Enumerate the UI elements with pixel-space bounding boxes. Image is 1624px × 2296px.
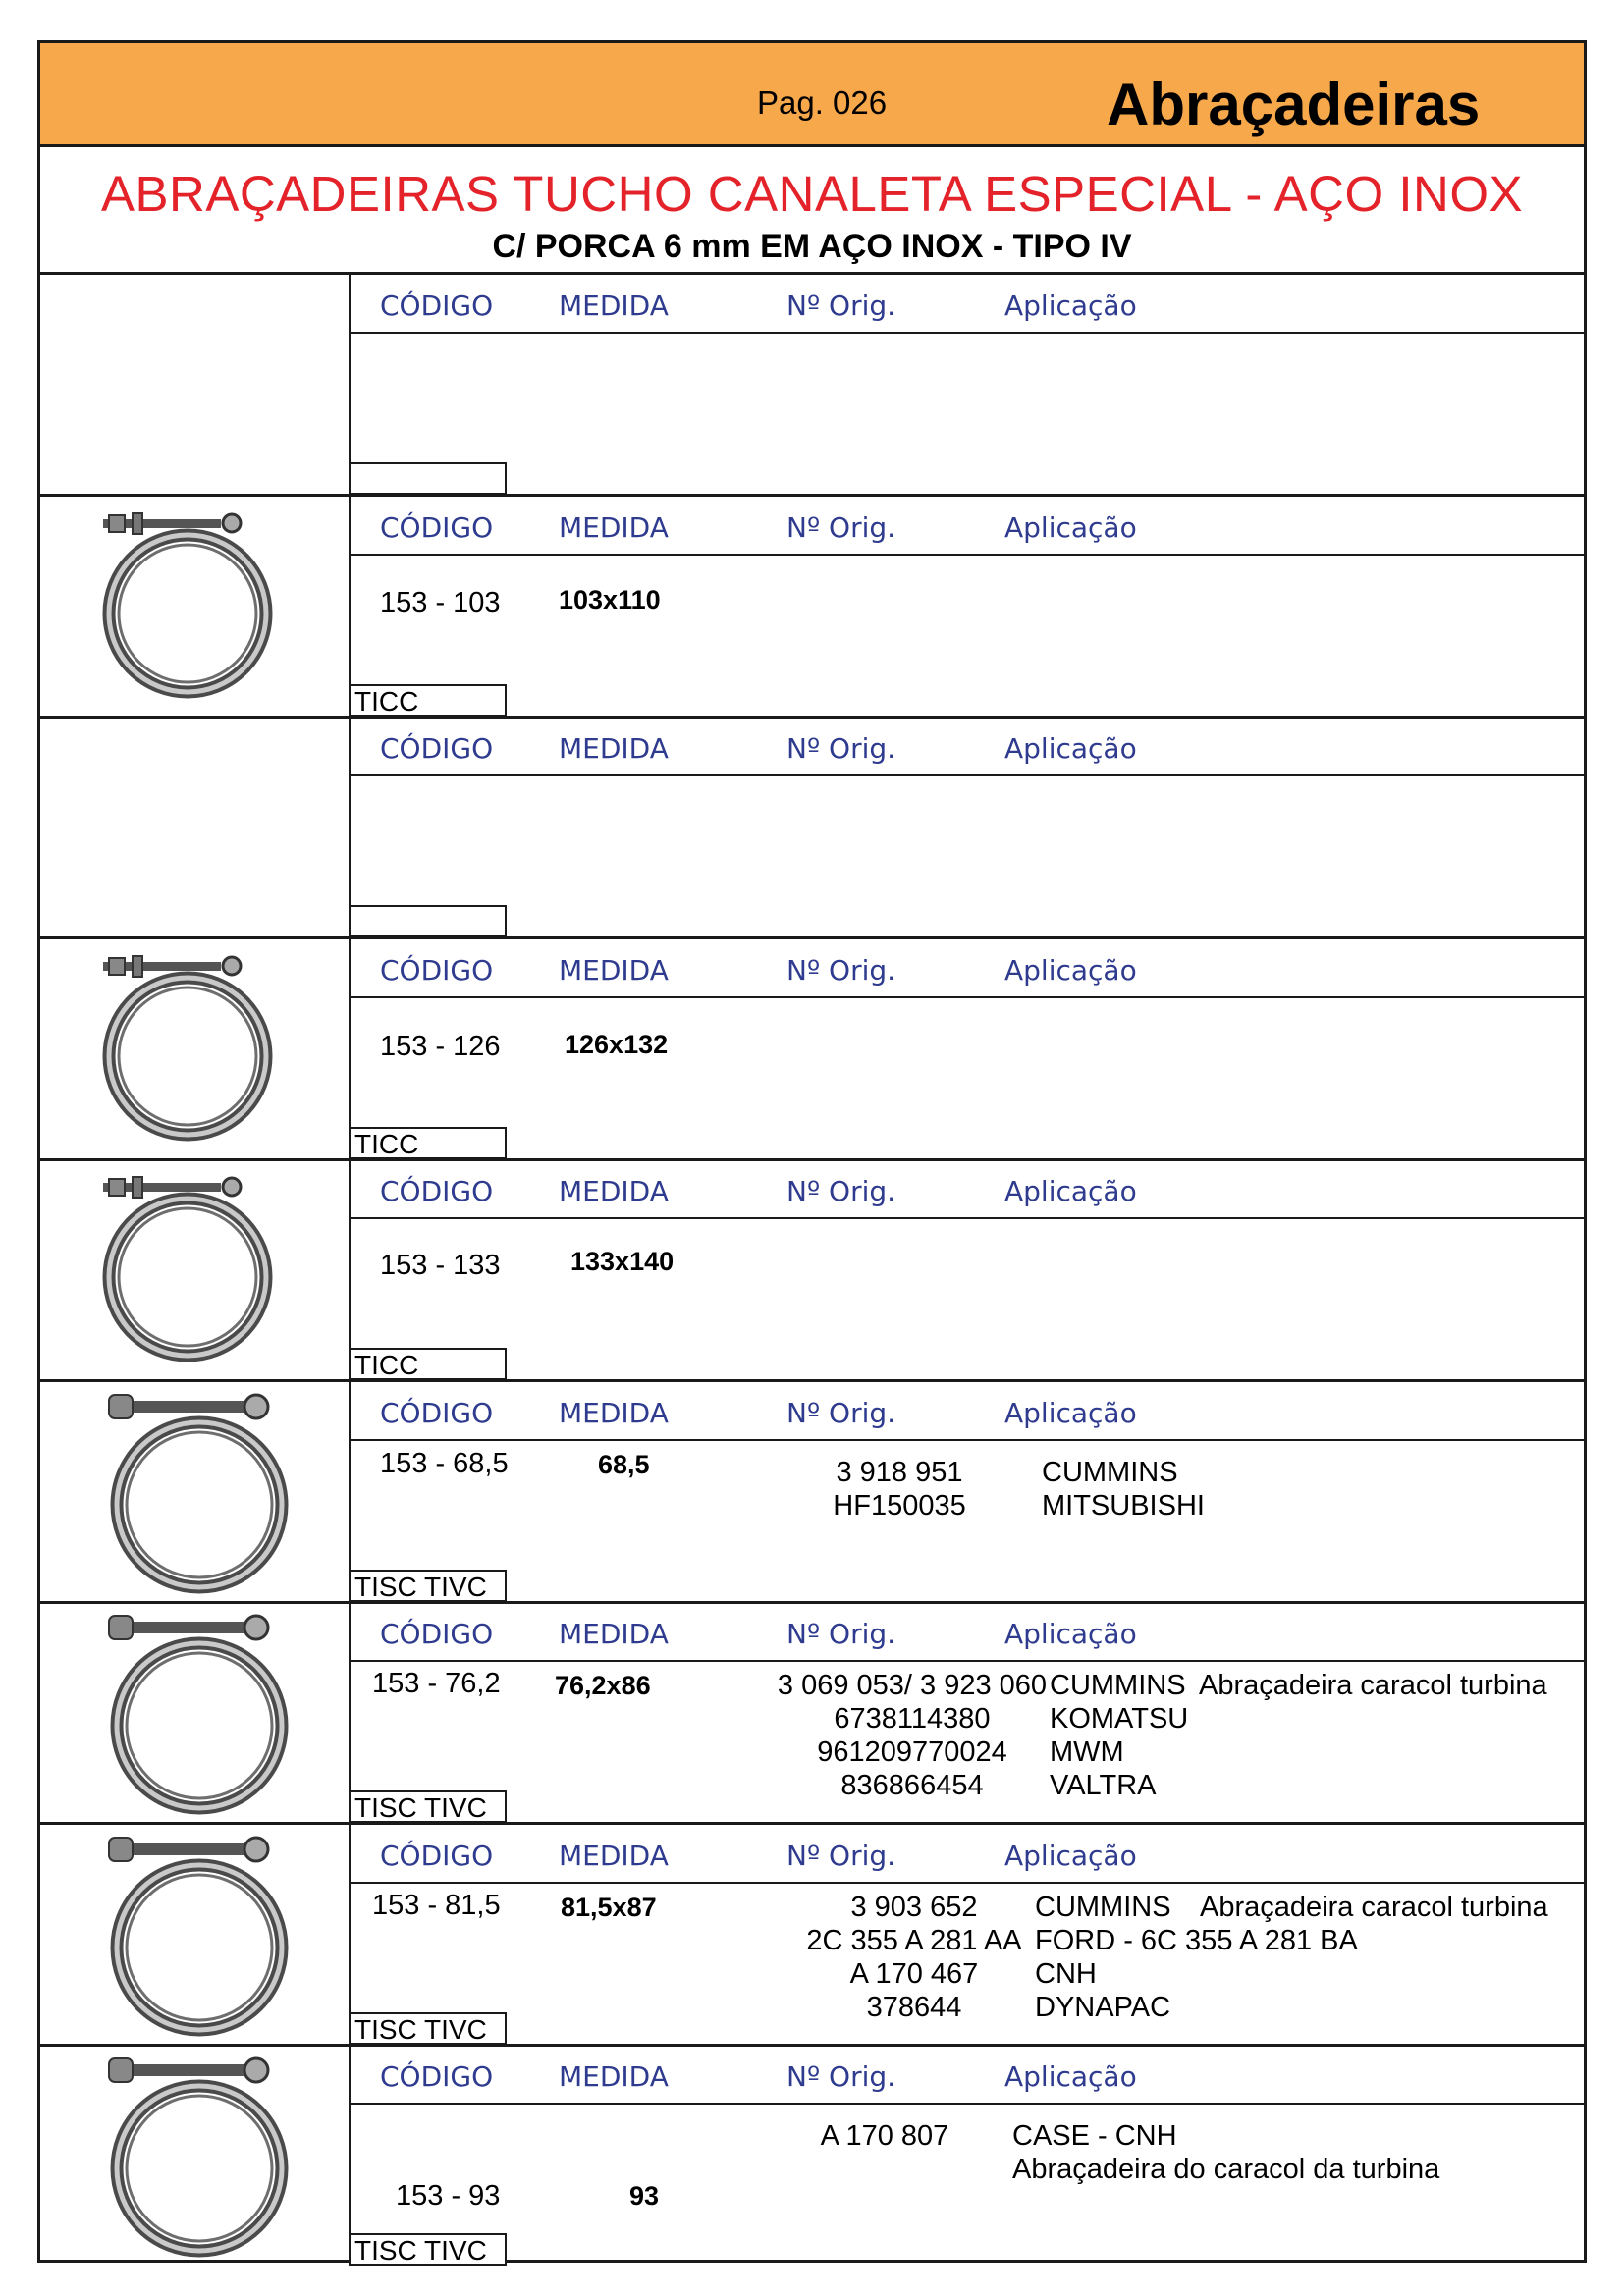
column-header-app: Aplicação bbox=[1004, 732, 1137, 765]
column-header-code: CÓDIGO bbox=[380, 1175, 494, 1207]
column-header-app: Aplicação bbox=[1004, 1175, 1137, 1207]
clamp-large-icon bbox=[89, 2053, 305, 2259]
header-underline bbox=[349, 554, 1584, 556]
column-header-app: Aplicação bbox=[1004, 510, 1137, 544]
type-code-box: TICC bbox=[349, 684, 507, 717]
application-item: CUMMINS bbox=[1042, 1456, 1178, 1488]
column-header-app: Aplicação bbox=[1004, 2060, 1137, 2093]
product-code: 153 - 103 bbox=[380, 586, 501, 618]
type-code-box: TISC TIVC bbox=[349, 1790, 507, 1823]
application-item: VALTRA bbox=[1050, 1770, 1157, 1801]
column-header-app: Aplicação bbox=[1004, 1396, 1137, 1429]
product-image bbox=[40, 1824, 349, 2045]
column-header-orig: Nº Orig. bbox=[786, 1839, 896, 1872]
application-item: MWM bbox=[1050, 1736, 1124, 1768]
original-number: 2C 355 A 281 AA bbox=[806, 1924, 1022, 1956]
column-header-orig: Nº Orig. bbox=[786, 1175, 896, 1207]
application-item: FORD - 6C 355 A 281 BA bbox=[1035, 1924, 1358, 1956]
product-row bbox=[40, 496, 1584, 717]
product-row bbox=[40, 2045, 1584, 2266]
original-number: A 170 467 bbox=[849, 1957, 979, 1990]
application-note: Abraçadeira caracol turbina bbox=[1199, 1670, 1547, 1701]
application-item: CASE - CNH bbox=[1012, 2120, 1177, 2152]
column-header-code: CÓDIGO bbox=[380, 1618, 494, 1650]
original-numbers bbox=[757, 1891, 1071, 2024]
column-header-code: CÓDIGO bbox=[380, 290, 494, 322]
header-underline bbox=[349, 1217, 1584, 1219]
product-size: 81,5x87 bbox=[561, 1892, 657, 1922]
type-code-box: TICC bbox=[349, 1348, 507, 1380]
column-header-app: Aplicação bbox=[1004, 1618, 1137, 1650]
header-underline bbox=[349, 774, 1584, 776]
original-number: 3 918 951 bbox=[836, 1456, 963, 1488]
column-header-orig: Nº Orig. bbox=[786, 1618, 896, 1650]
column-header-app: Aplicação bbox=[1004, 953, 1137, 987]
clamp-large-icon bbox=[89, 1610, 305, 1816]
application-item: MITSUBISHI bbox=[1042, 1489, 1205, 1522]
page-header bbox=[40, 43, 1584, 147]
column-header-app: Aplicação bbox=[1004, 290, 1137, 322]
product-image bbox=[40, 717, 349, 937]
original-number: 3 903 652 bbox=[850, 1891, 978, 1923]
product-code: 153 - 126 bbox=[380, 1030, 501, 1062]
original-number: 836866454 bbox=[840, 1770, 984, 1801]
column-header-orig: Nº Orig. bbox=[786, 953, 896, 987]
column-header-size: MEDIDA bbox=[559, 953, 669, 987]
clamp-small-icon bbox=[89, 946, 305, 1152]
product-size: 133x140 bbox=[570, 1247, 675, 1276]
original-number: 3 069 053/ 3 923 060 bbox=[777, 1670, 1048, 1701]
original-number: 378644 bbox=[866, 1991, 962, 2023]
clamp-small-icon bbox=[89, 1167, 305, 1373]
clamp-large-icon bbox=[89, 1832, 305, 2038]
column-header-size: MEDIDA bbox=[559, 732, 669, 765]
column-header-size: MEDIDA bbox=[559, 2060, 669, 2093]
product-image bbox=[40, 1381, 349, 1602]
product-image bbox=[40, 274, 349, 495]
page-subtitle: C/ PORCA 6 mm EM AÇO INOX - TIPO IV bbox=[492, 228, 1132, 265]
type-code-box: TICC bbox=[349, 1127, 507, 1159]
product-code: 153 - 68,5 bbox=[380, 1447, 509, 1479]
original-number: 6738114380 bbox=[834, 1703, 991, 1735]
application-item: CUMMINS bbox=[1050, 1670, 1186, 1701]
product-image bbox=[40, 1602, 349, 1823]
column-header-code: CÓDIGO bbox=[380, 953, 494, 987]
product-image bbox=[40, 1159, 349, 1380]
applications bbox=[1042, 1456, 1205, 1522]
product-code: 153 - 81,5 bbox=[372, 1889, 501, 1921]
product-image bbox=[40, 938, 349, 1159]
product-size: 76,2x86 bbox=[555, 1671, 651, 1700]
header-underline bbox=[349, 1660, 1584, 1662]
original-numbers bbox=[786, 2119, 983, 2153]
product-size: 68,5 bbox=[598, 1449, 650, 1479]
column-header-size: MEDIDA bbox=[559, 1396, 669, 1429]
column-header-code: CÓDIGO bbox=[380, 510, 494, 544]
column-header-size: MEDIDA bbox=[559, 1618, 669, 1650]
product-row bbox=[40, 1824, 1584, 2045]
product-image bbox=[40, 496, 349, 717]
product-size: 126x132 bbox=[565, 1029, 669, 1059]
application-item: Abraçadeira do caracol da turbina bbox=[1012, 2154, 1440, 2185]
header-underline bbox=[349, 332, 1584, 334]
product-size: 93 bbox=[629, 2181, 660, 2211]
application-note: Abraçadeira caracol turbina bbox=[1200, 1891, 1548, 1923]
applications bbox=[1050, 1669, 1188, 1802]
product-code: 153 - 76,2 bbox=[372, 1668, 501, 1699]
column-header-orig: Nº Orig. bbox=[786, 1396, 896, 1429]
column-header-size: MEDIDA bbox=[559, 1175, 669, 1207]
product-size: 103x110 bbox=[559, 584, 661, 614]
column-header-orig: Nº Orig. bbox=[786, 290, 896, 322]
type-code-box: TISC TIVC bbox=[349, 2012, 507, 2045]
application-item: KOMATSU bbox=[1050, 1703, 1189, 1735]
column-header-size: MEDIDA bbox=[559, 1839, 669, 1872]
original-number: HF150035 bbox=[833, 1489, 966, 1522]
product-row bbox=[40, 1602, 1584, 1823]
applications bbox=[1012, 2119, 1439, 2186]
catalog-page bbox=[37, 40, 1587, 2266]
column-header-app: Aplicação bbox=[1004, 1839, 1137, 1872]
clamp-large-icon bbox=[89, 1389, 305, 1595]
application-item: DYNAPAC bbox=[1035, 1991, 1171, 2023]
product-code: 153 - 133 bbox=[380, 1250, 501, 1281]
column-header-size: MEDIDA bbox=[559, 510, 669, 544]
original-number: 961209770024 bbox=[817, 1736, 1007, 1768]
clamp-small-icon bbox=[89, 504, 305, 710]
page-number: Pag. 026 bbox=[757, 84, 888, 121]
category-title: Abraçadeiras bbox=[1107, 72, 1481, 137]
application-item: CUMMINS bbox=[1035, 1891, 1171, 1923]
header-underline bbox=[349, 2103, 1584, 2105]
header-underline bbox=[349, 1439, 1584, 1441]
application-item: CNH bbox=[1035, 1957, 1097, 1990]
page-title: ABRAÇADEIRAS TUCHO CANALETA ESPECIAL - AÇO INOX bbox=[100, 166, 1524, 222]
header-underline bbox=[349, 1882, 1584, 1884]
type-code-box bbox=[349, 905, 507, 937]
type-code-box bbox=[349, 462, 507, 495]
column-header-orig: Nº Orig. bbox=[786, 2060, 896, 2093]
product-row bbox=[40, 938, 1584, 1159]
original-numbers bbox=[796, 1456, 1002, 1522]
column-header-orig: Nº Orig. bbox=[786, 732, 896, 765]
product-row bbox=[40, 1159, 1584, 1380]
column-header-code: CÓDIGO bbox=[380, 1839, 494, 1872]
header-underline bbox=[349, 996, 1584, 998]
column-header-size: MEDIDA bbox=[559, 290, 669, 322]
type-code-box: TISC TIVC bbox=[349, 2233, 507, 2266]
product-row bbox=[40, 1381, 1584, 1602]
column-header-code: CÓDIGO bbox=[380, 2060, 494, 2093]
product-code: 153 - 93 bbox=[396, 2180, 501, 2212]
product-row bbox=[40, 274, 1584, 495]
product-row bbox=[40, 717, 1584, 937]
type-code-box: TISC TIVC bbox=[349, 1570, 507, 1602]
product-image bbox=[40, 2045, 349, 2266]
column-header-code: CÓDIGO bbox=[380, 1396, 494, 1429]
original-number: A 170 807 bbox=[820, 2120, 949, 2152]
original-numbers bbox=[726, 1669, 1099, 1802]
column-header-code: CÓDIGO bbox=[380, 732, 494, 765]
column-header-orig: Nº Orig. bbox=[786, 510, 896, 544]
